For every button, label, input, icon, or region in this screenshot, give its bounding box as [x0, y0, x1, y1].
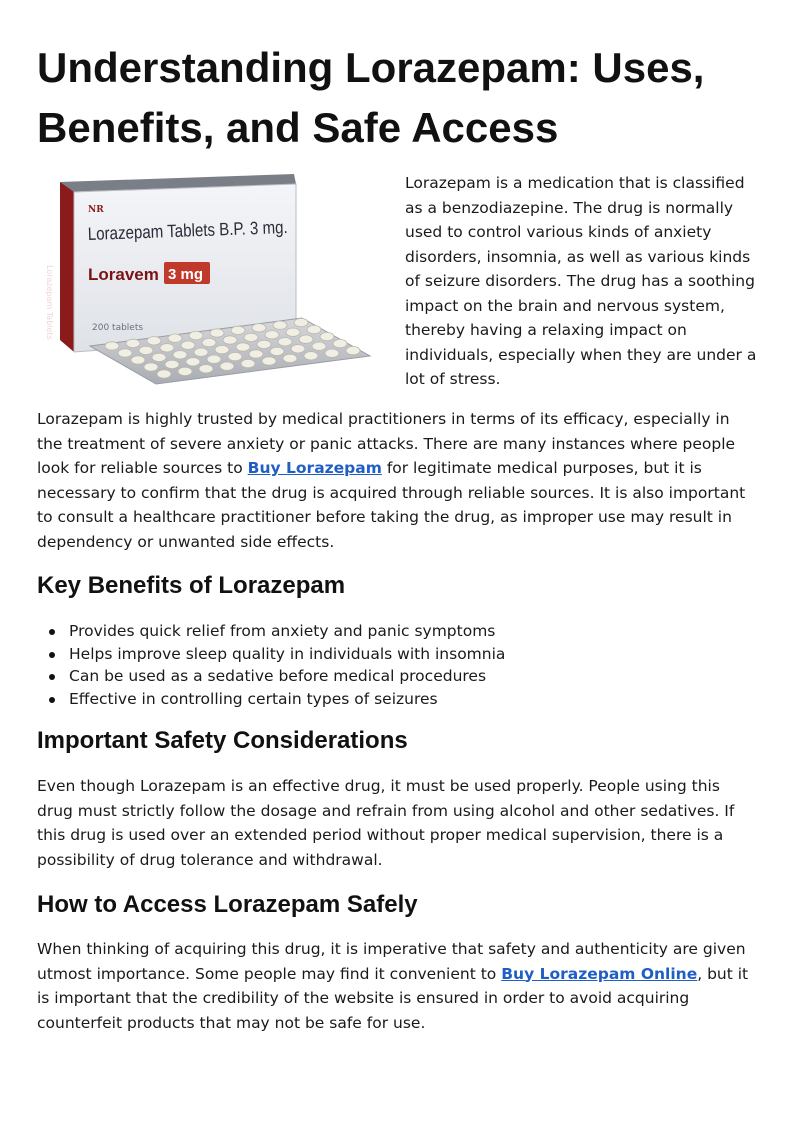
- pill: [286, 328, 300, 336]
- pill: [186, 358, 200, 366]
- tablet-count: 200 tablets: [92, 323, 144, 333]
- pill: [228, 352, 242, 360]
- pill: [307, 325, 321, 333]
- pill: [333, 339, 347, 347]
- pill: [320, 332, 334, 340]
- pill: [220, 362, 234, 370]
- paragraph-safety: Even though Lorazepam is an effective drug, it must be used properly. People using this drug must strictly follow the dosage and refrain from using alcohol and other sedatives. If this drug is used over an extended period without proper medical supervision, there is a possibility of drug tolerance and withdrawal.: [37, 777, 735, 869]
- list-item: Provides quick relief from anxiety and panic symptoms: [37, 620, 759, 643]
- benefits-list: [37, 620, 759, 710]
- buy-lorazepam-online-link[interactable]: Buy Lorazepam Online: [501, 964, 698, 983]
- pill: [312, 342, 326, 350]
- product-image: [45, 168, 372, 390]
- page-title: Understanding Lorazepam: Uses, Benefits, and Safe Access: [37, 44, 705, 151]
- paragraph-text: for legitimate medical purposes, but it is necessary to confirm that the drug is acquired through reliable sources. It is also important to consult a healthcare practitioner before taking the drug, as improper use may result in dependency or unwanted side effects.: [37, 459, 746, 551]
- pill: [215, 345, 229, 353]
- box-side: [60, 182, 74, 352]
- pill: [165, 360, 179, 368]
- pill: [126, 339, 140, 347]
- pill: [294, 318, 308, 326]
- pill: [131, 356, 145, 364]
- paragraph-trust: [37, 407, 759, 554]
- pill: [118, 349, 132, 357]
- pill: [273, 321, 287, 329]
- pill: [223, 336, 237, 344]
- pill: [207, 355, 221, 363]
- pill: [178, 367, 192, 375]
- heading-safety: Important Safety Considerations: [37, 727, 408, 754]
- box-brand-mark: NR: [88, 205, 104, 215]
- list-item: Effective in controlling certain types of seizures: [37, 688, 759, 711]
- pill: [173, 351, 187, 359]
- pill: [105, 342, 119, 350]
- box-brand-name: Loravem: [88, 265, 159, 284]
- heading-key-benefits: Key Benefits of Lorazepam: [37, 572, 346, 599]
- pill: [283, 354, 297, 362]
- pill: [152, 353, 166, 361]
- pill: [299, 335, 313, 343]
- pill: [210, 329, 224, 337]
- pill: [257, 340, 271, 348]
- pill: [160, 344, 174, 352]
- buy-lorazepam-link[interactable]: Buy Lorazepam: [247, 459, 382, 477]
- pill: [291, 345, 305, 353]
- pill: [304, 352, 318, 360]
- pill: [189, 331, 203, 339]
- pill: [194, 348, 208, 356]
- pill: [202, 338, 216, 346]
- pill: [346, 346, 360, 354]
- paragraph-text: When thinking of acquiring this drug, it is imperative that safety and authenticity are given utmost importance. Some people may find it convenient to: [37, 940, 746, 983]
- pill: [231, 326, 245, 334]
- pill: [249, 350, 263, 358]
- box-side-text: Lorazepam Tablets: [45, 265, 54, 340]
- paragraph-access: [37, 937, 759, 1035]
- pill: [278, 338, 292, 346]
- pill: [262, 357, 276, 365]
- intro-paragraph: Lorazepam is a medication that is classified as a benzodiazepine. The drug is normally used to control various kinds of anxiety disorders, insomnia, as well as various kinds of seizure disorders. The drug has a soothing impact on the brain and nervous system, thereby having a relaxing impact on individuals, especially when they are under a lot of stress.: [405, 174, 757, 388]
- pill: [270, 347, 284, 355]
- paragraph-text: , but it is important that the credibility of the website is ensured in order to avoid acquiring counterfeit products that may not be safe for use.: [37, 964, 749, 1032]
- pill: [199, 365, 213, 373]
- pill: [241, 359, 255, 367]
- heading-access: How to Access Lorazepam Safely: [37, 891, 418, 918]
- pill: [181, 341, 195, 349]
- pill: [144, 363, 158, 371]
- pill: [325, 349, 339, 357]
- paragraph-text: Lorazepam is highly trusted by medical practitioners in terms of its efficacy, especially in the treatment of severe anxiety or panic attacks. There are many instances where people look for reliable sources to: [37, 410, 736, 477]
- strength-badge-text: 3 mg: [168, 266, 204, 283]
- lorazepam-box-illustration: [45, 168, 372, 390]
- pill: [265, 331, 279, 339]
- pill: [157, 370, 171, 378]
- list-item: Can be used as a sedative before medical procedures: [37, 665, 759, 688]
- pill: [236, 343, 250, 351]
- list-item: Helps improve sleep quality in individuals with insomnia: [37, 643, 759, 666]
- pill: [147, 337, 161, 345]
- pill: [168, 334, 182, 342]
- pill: [252, 324, 266, 332]
- pill: [139, 346, 153, 354]
- pill: [244, 333, 258, 341]
- box-product-name: Lorazepam Tablets B.P. 3 mg.: [87, 215, 327, 244]
